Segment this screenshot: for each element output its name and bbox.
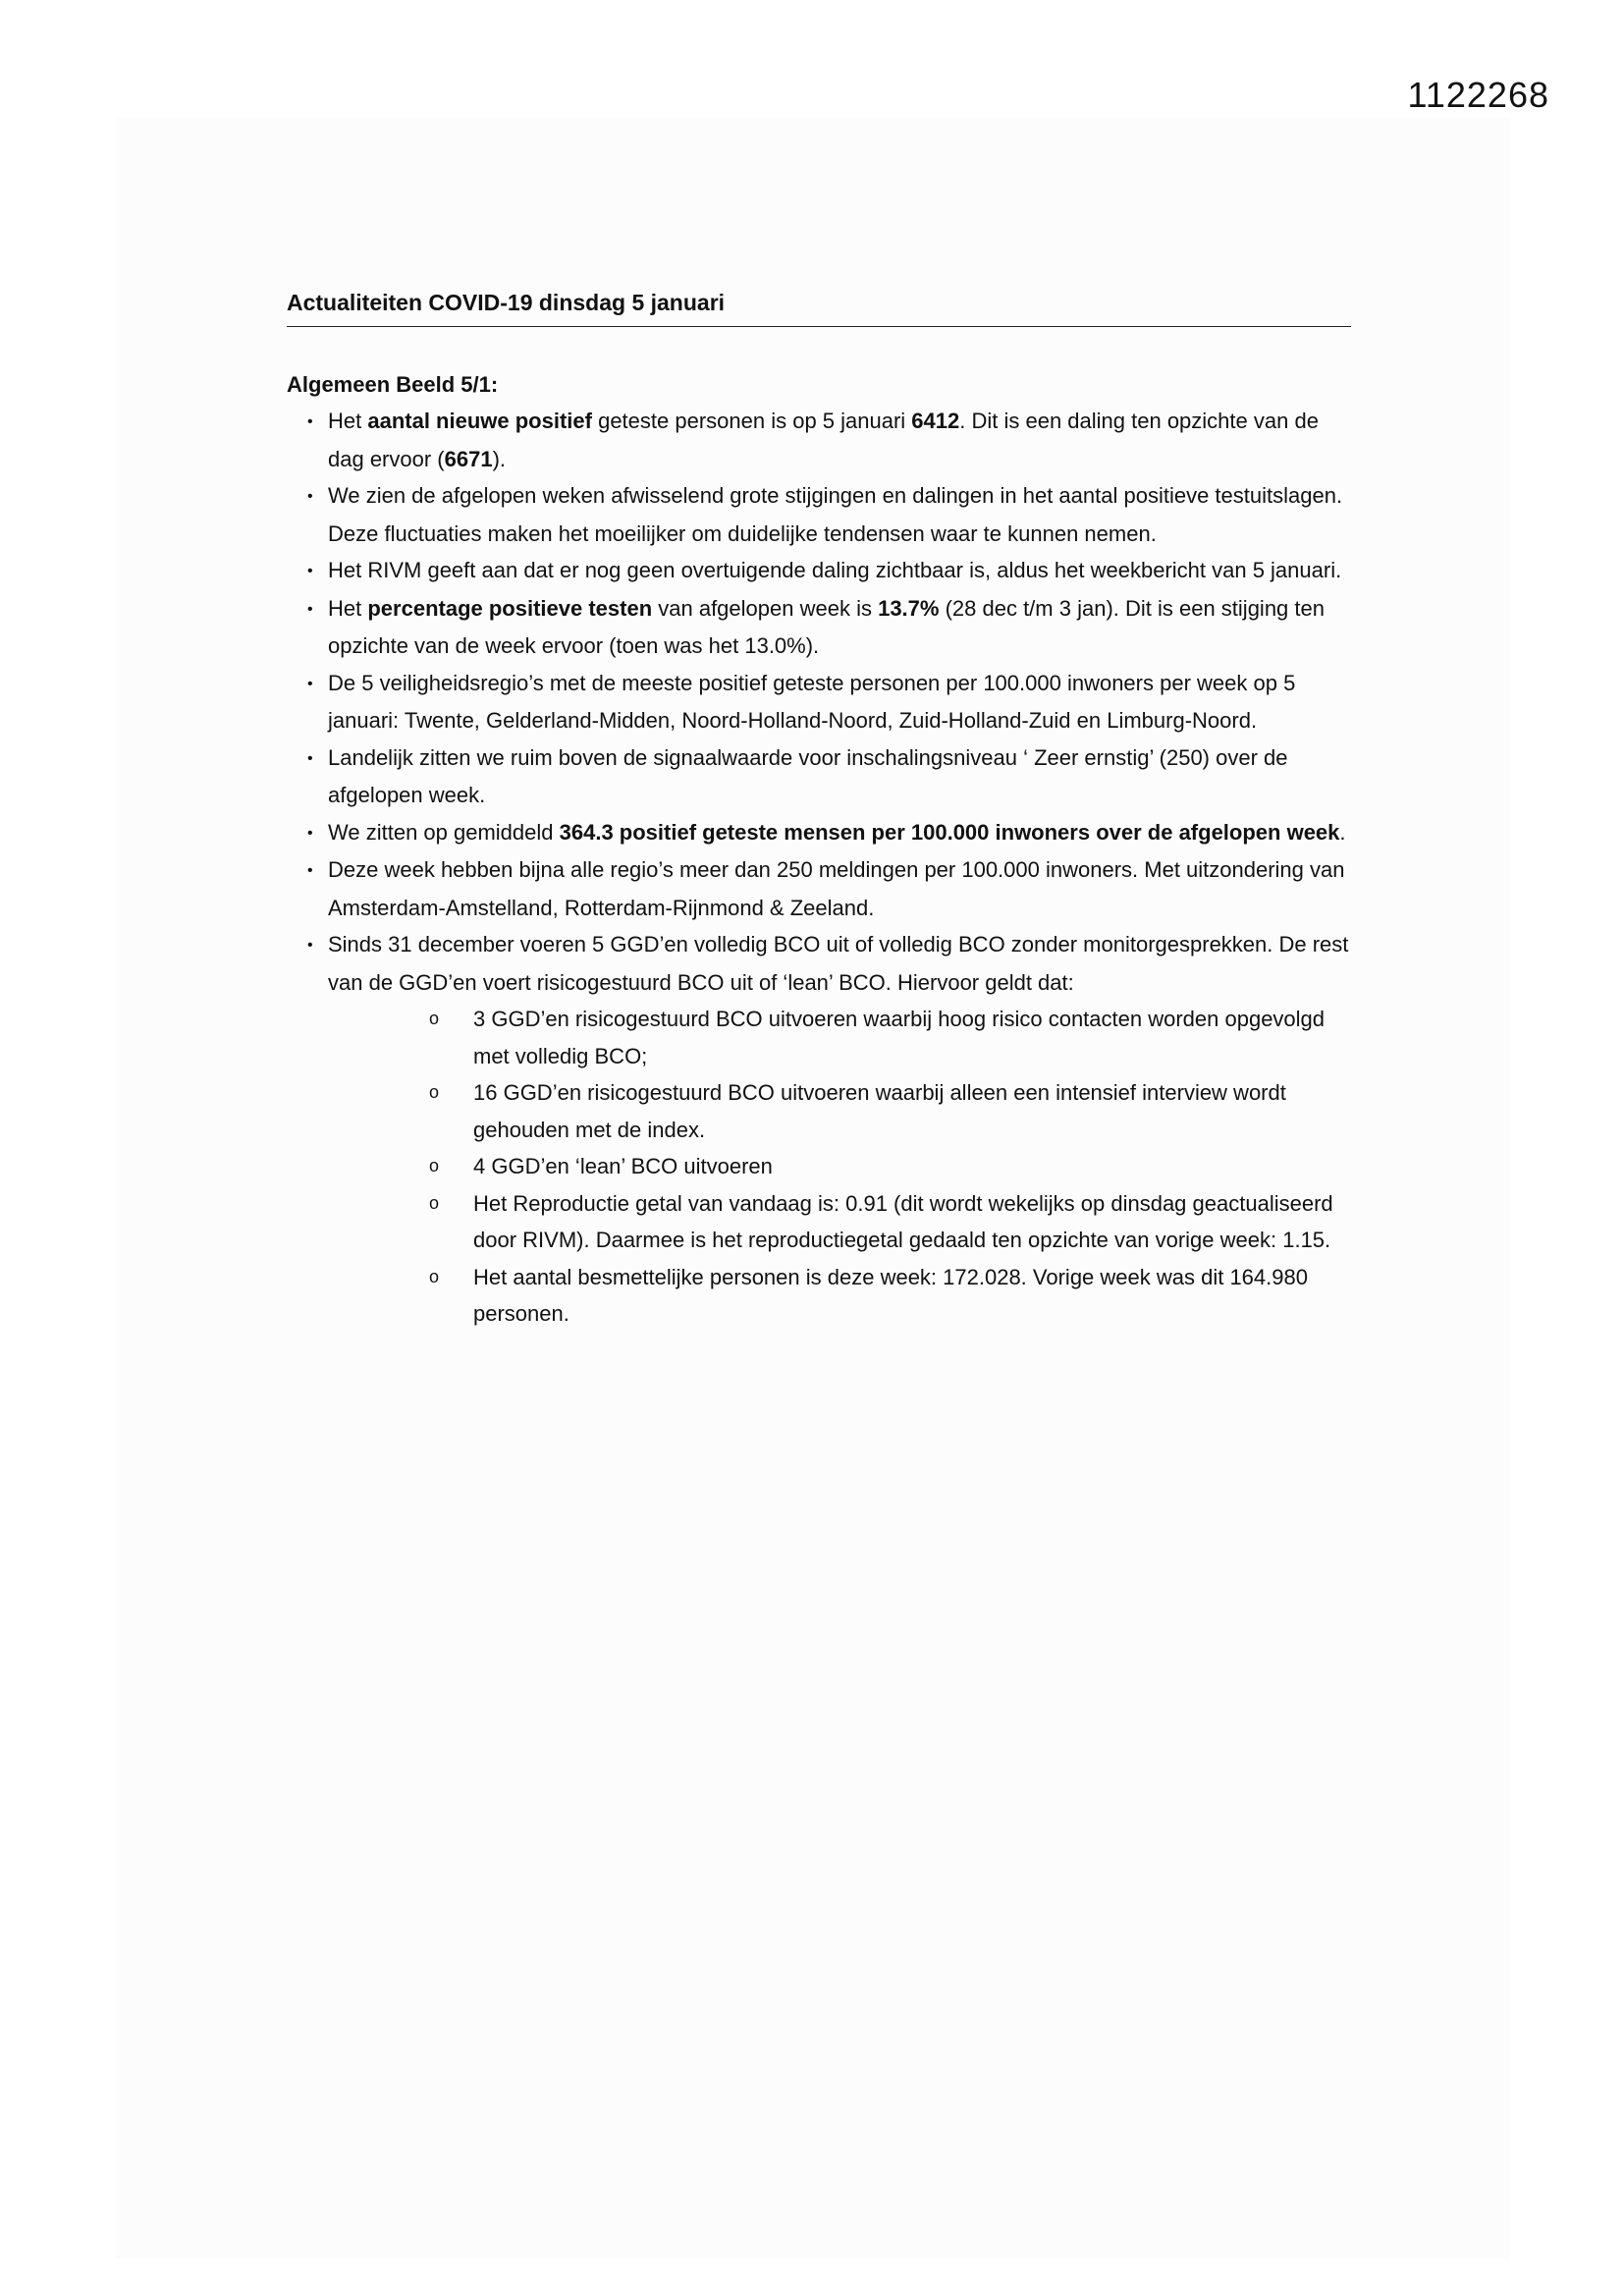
list-item: • We zitten op gemiddeld 364.3 positief geteste mensen per 100.000 inwoners over de afgelopen week. xyxy=(287,814,1351,852)
section-heading: Algemeen Beeld 5/1: xyxy=(287,371,499,397)
circle-bullet-icon: o xyxy=(429,1009,440,1028)
circle-bullet-icon: o xyxy=(429,1192,440,1213)
bullet-icon: • xyxy=(307,937,313,954)
sub-bullet-list xyxy=(328,1001,1351,1333)
document-title: Actualiteiten COVID-19 dinsdag 5 januari xyxy=(287,285,1351,327)
bullet-icon: • xyxy=(307,824,313,842)
circle-bullet-icon: o xyxy=(429,1156,440,1175)
list-item: • Sinds 31 december voeren 5 GGD’en volledig BCO uit of volledig BCO zonder monitorgesprekken. De rest van de GGD’en voert risicogestuurd BCO uit of ‘lean’ BCO. Hiervoor geldt dat: o 3 GGD’en risicogestuurd BCO uitvoeren waarbij hoog risico contacten worden opgevolgd met volledig BCO; o 16 GGD’en risicogestuurd BCO uitvoeren waarbij alleen een intensief interview wordt gehouden met de index. o 4 GGD’en ‘lean’ BCO uitvoeren o Het Reproductie getal van vandaag is: 0.91 (dit wordt wekelijks op dinsdag geactualiseerd door RIVM). Daarmee is het reproductiegetal gedaald ten opzichte van vorige week: 1.15. o Het aantal besmettelijke personen is deze week: 172.028. Vorige week was dit 164.980 personen. xyxy=(287,926,1351,1333)
bullet-icon: • xyxy=(307,675,313,692)
bullet-icon: • xyxy=(307,563,313,579)
bullet-icon: • xyxy=(307,862,313,879)
bullet-icon: • xyxy=(307,600,313,618)
document-body xyxy=(287,285,1351,1333)
sub-list-item: o 3 GGD’en risicogestuurd BCO uitvoeren waarbij hoog risico contacten worden opgevolgd met volledig BCO; xyxy=(429,1001,1351,1074)
bullet-list xyxy=(287,403,1351,1333)
sub-list-item: o 4 GGD’en ‘lean’ BCO uitvoeren xyxy=(429,1148,1351,1185)
page-number: 1122268 xyxy=(1407,75,1549,115)
list-item: • Landelijk zitten we ruim boven de signaalwaarde voor inschalingsniveau ‘ Zeer ernstig’ (250) over de afgelopen week. xyxy=(287,739,1351,814)
circle-bullet-icon: o xyxy=(429,1266,440,1286)
list-item: • Het RIVM geeft aan dat er nog geen overtuigende daling zichtbaar is, aldus het weekbericht van 5 januari. xyxy=(287,552,1351,590)
bullet-icon: • xyxy=(307,413,313,430)
list-item: • Het percentage positieve testen van afgelopen week is 13.7% (28 dec t/m 3 jan). Dit is een stijging ten opzichte van de week ervoor (toen was het 13.0%). xyxy=(287,590,1351,665)
list-item: • De 5 veiligheidsregio’s met de meeste positief geteste personen per 100.000 inwoners per week op 5 januari: Twente, Gelderland-Midden, Noord-Holland-Noord, Zuid-Holland-Zuid en Limburg-Noord. xyxy=(287,665,1351,739)
list-item: • Deze week hebben bijna alle regio’s meer dan 250 meldingen per 100.000 inwoners. Met uitzondering van Amsterdam-Amstelland, Rotterdam-Rijnmond & Zeeland. xyxy=(287,851,1351,926)
list-item: • Het aantal nieuwe positief geteste personen is op 5 januari 6412. Dit is een daling ten opzichte van de dag ervoor (6671). xyxy=(287,403,1351,477)
list-item: • We zien de afgelopen weken afwisselend grote stijgingen en dalingen in het aantal positieve testuitslagen. Deze fluctuaties maken het moeilijker om duidelijke tendensen waar te kunnen nemen. xyxy=(287,477,1351,552)
circle-bullet-icon: o xyxy=(429,1082,440,1102)
bullet-icon: • xyxy=(307,488,313,505)
sub-list-item: o Het aantal besmettelijke personen is deze week: 172.028. Vorige week was dit 164.980 personen. xyxy=(429,1259,1351,1333)
bullet-icon: • xyxy=(307,749,313,767)
sub-list-item: o 16 GGD’en risicogestuurd BCO uitvoeren waarbij alleen een intensief interview wordt gehouden met de index. xyxy=(429,1074,1351,1148)
sub-list-item: o Het Reproductie getal van vandaag is: 0.91 (dit wordt wekelijks op dinsdag geactualiseerd door RIVM). Daarmee is het reproductiegetal gedaald ten opzichte van vorige week: 1.15. xyxy=(429,1185,1351,1259)
